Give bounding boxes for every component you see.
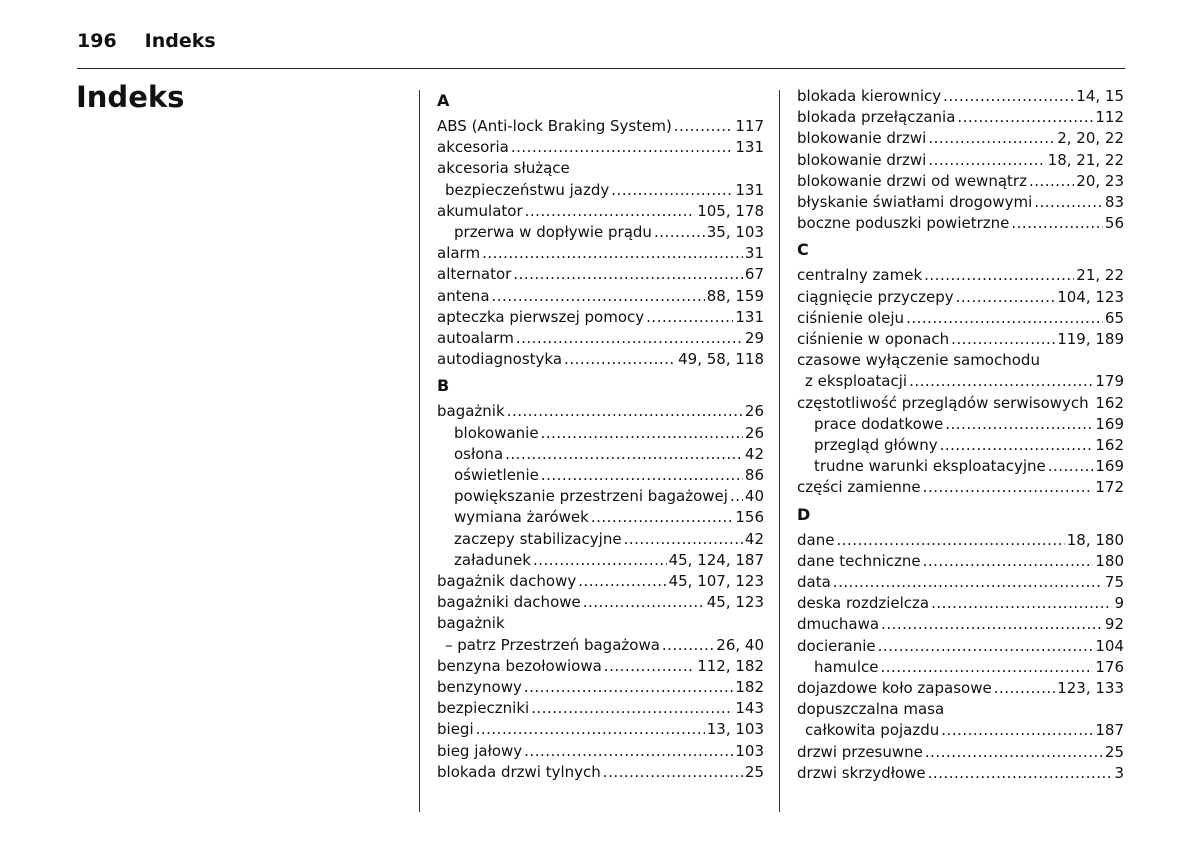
index-page-numbers: 112, 182 <box>697 656 764 675</box>
index-term: docieranie <box>797 636 876 655</box>
index-page-numbers: 40 <box>744 487 764 506</box>
index-term: blokowanie drzwi <box>797 150 927 169</box>
index-entry <box>437 222 764 243</box>
dot-leader <box>646 307 733 328</box>
index-entry <box>797 636 1124 657</box>
index-entry <box>437 529 764 550</box>
index-entry <box>797 435 1124 456</box>
index-term: załadunek <box>454 550 531 569</box>
index-entry <box>437 243 764 264</box>
dot-leader <box>928 150 1045 171</box>
index-term: ABS (Anti-lock Braking System) <box>437 117 672 135</box>
dot-leader <box>578 571 666 592</box>
index-page-numbers: 180 <box>1095 551 1124 570</box>
dot-leader <box>925 742 1103 763</box>
index-term: bagażnik dachowy <box>437 572 577 591</box>
index-page-numbers: 18, 180 <box>1066 530 1124 549</box>
running-header-title: Indeks <box>144 30 216 52</box>
index-entry <box>797 107 1124 128</box>
index-term: blokowanie <box>454 423 539 442</box>
index-page-numbers: 75 <box>1104 573 1124 592</box>
index-entry <box>437 571 764 592</box>
index-term: centralny zamek <box>797 266 923 285</box>
index-page-numbers: 179 <box>1095 372 1124 391</box>
index-term: boczne poduszki powietrzne <box>797 214 1010 233</box>
index-page-numbers: 25 <box>1104 742 1124 761</box>
page-number: 196 <box>77 30 117 52</box>
index-term: ciągnięcie przyczepy <box>797 287 954 306</box>
dot-leader <box>564 349 676 370</box>
index-entry <box>797 308 1124 329</box>
dot-leader <box>931 593 1112 614</box>
dot-leader <box>940 435 1094 456</box>
dot-leader <box>924 265 1074 286</box>
dot-leader <box>881 614 1103 635</box>
index-term: – patrz Przestrzeń bagażowa <box>445 635 660 654</box>
index-term: osłona <box>454 444 504 463</box>
index-page-numbers: 103 <box>735 741 764 760</box>
index-term: częstotliwość przeglądów serwisowych <box>797 393 1089 412</box>
index-term: akcesoria <box>437 138 509 157</box>
column-divider-right <box>779 90 780 812</box>
dot-leader <box>541 423 743 444</box>
index-entry <box>797 350 1124 371</box>
index-page-numbers: 123, 133 <box>1057 679 1124 698</box>
dot-leader <box>1011 213 1103 234</box>
index-entry <box>797 699 1124 720</box>
index-entry <box>797 593 1124 614</box>
index-entry <box>797 128 1124 149</box>
index-page-numbers: 86 <box>744 466 764 485</box>
index-entry <box>437 137 764 158</box>
index-term: blokada kierownicy <box>797 87 942 105</box>
index-page-numbers: 26 <box>744 402 764 421</box>
index-page-numbers: 169 <box>1095 457 1124 476</box>
index-entry <box>797 477 1124 498</box>
index-entry <box>797 614 1124 635</box>
running-header <box>77 30 216 52</box>
dot-leader <box>878 636 1094 657</box>
dot-leader <box>583 592 705 613</box>
index-page-numbers: 65 <box>1104 308 1124 327</box>
index-term: alarm <box>437 244 481 263</box>
dot-leader <box>507 401 743 422</box>
index-term: z eksploatacji <box>805 372 908 391</box>
index-term: wymiana żarówek <box>454 508 589 527</box>
index-term: biegi <box>437 720 474 739</box>
index-page-numbers: 92 <box>1104 615 1124 634</box>
index-page-numbers: 45, 107, 123 <box>668 572 764 591</box>
index-entry <box>437 349 764 370</box>
index-page-numbers: 26 <box>744 423 764 442</box>
dot-leader <box>1089 393 1096 414</box>
index-page-numbers: 119, 189 <box>1057 330 1124 349</box>
dot-leader <box>957 107 1093 128</box>
index-page-numbers: 45, 123 <box>706 593 764 612</box>
index-page-numbers: 20, 23 <box>1076 171 1124 190</box>
index-entry <box>437 592 764 613</box>
index-entry <box>437 286 764 307</box>
index-page-numbers: 14, 15 <box>1076 87 1124 105</box>
dot-leader <box>941 720 1093 741</box>
index-term: data <box>797 573 831 592</box>
dot-leader <box>505 444 743 465</box>
index-page-numbers: 105, 178 <box>697 201 764 220</box>
dot-leader <box>624 529 743 550</box>
index-term: bagażniki dachowe <box>437 593 581 612</box>
dot-leader <box>1048 456 1094 477</box>
index-page-numbers: 31 <box>744 244 764 263</box>
index-entry <box>797 329 1124 350</box>
dot-leader <box>654 222 705 243</box>
index-entry <box>437 116 764 137</box>
index-term: autoalarm <box>437 329 514 348</box>
index-page-numbers: 187 <box>1095 721 1124 740</box>
index-entry <box>797 192 1124 213</box>
index-entry <box>797 287 1124 308</box>
index-entry <box>437 698 764 719</box>
index-term: drzwi przesuwne <box>797 742 923 761</box>
index-term: apteczka pierwszej pomocy <box>437 307 645 326</box>
index-entry <box>797 657 1124 678</box>
index-term: powiększanie przestrzeni bagażowej <box>454 487 728 506</box>
dot-leader <box>730 486 743 507</box>
index-term: drzwi skrzydłowe <box>797 763 926 782</box>
dot-leader <box>928 763 1113 784</box>
index-entry <box>437 741 764 762</box>
index-entry <box>797 86 1124 107</box>
index-term: całkowita pojazdu <box>805 721 940 740</box>
index-term: bagażnik <box>437 402 505 421</box>
dot-leader <box>603 762 743 783</box>
index-letter-heading: D <box>797 504 811 524</box>
index-term: zaczepy stabilizacyjne <box>454 529 622 548</box>
index-term: ciśnienie oleju <box>797 308 905 327</box>
index-page-numbers: 156 <box>735 508 764 527</box>
index-entry <box>437 158 764 179</box>
index-page-numbers: 83 <box>1104 193 1124 212</box>
index-page-numbers: 143 <box>735 699 764 718</box>
index-page-numbers: 2, 20, 22 <box>1057 129 1124 148</box>
index-entry <box>437 635 764 656</box>
index-entry <box>797 213 1124 234</box>
dot-leader <box>880 657 1093 678</box>
dot-leader <box>604 656 695 677</box>
index-entry <box>437 201 764 222</box>
dot-leader <box>923 477 1094 498</box>
index-page-numbers: 112 <box>1095 108 1124 127</box>
index-term: dopuszczalna masa <box>797 700 945 719</box>
index-page-numbers: 56 <box>1104 214 1124 233</box>
index-page-numbers: 169 <box>1095 414 1124 433</box>
dot-leader <box>524 677 734 698</box>
dot-leader <box>492 286 705 307</box>
index-entry <box>437 401 764 422</box>
index-term: bagażnik <box>437 614 505 633</box>
dot-leader <box>541 465 743 486</box>
index-entry <box>437 486 764 507</box>
dot-leader <box>909 371 1093 392</box>
index-term: prace dodatkowe <box>814 414 944 433</box>
index-term: deska rozdzielcza <box>797 594 930 613</box>
index-entry <box>797 456 1124 477</box>
index-term: błyskanie światłami drogowymi <box>797 193 1033 212</box>
index-entry <box>437 180 764 201</box>
index-entry <box>797 720 1124 741</box>
index-term: blokada przełączania <box>797 108 956 127</box>
index-entry <box>437 550 764 571</box>
index-entry <box>437 656 764 677</box>
index-column-2 <box>797 86 1124 784</box>
index-entry <box>797 678 1124 699</box>
dot-leader <box>476 719 705 740</box>
index-page-numbers: 182 <box>735 678 764 697</box>
dot-leader <box>1029 171 1074 192</box>
index-page-numbers: 117 <box>735 117 764 135</box>
dot-leader <box>906 308 1103 329</box>
index-page-numbers: 42 <box>744 444 764 463</box>
index-term: dojazdowe koło zapasowe <box>797 679 992 698</box>
index-entry <box>797 150 1124 171</box>
index-term: ciśnienie w oponach <box>797 330 950 349</box>
index-term: przerwa w dopływie prądu <box>454 223 652 242</box>
index-term: benzyna bezołowiowa <box>437 656 602 675</box>
index-page-numbers: 67 <box>744 265 764 284</box>
index-page-numbers: 131 <box>735 138 764 157</box>
index-entry <box>437 328 764 349</box>
index-page-numbers: 49, 58, 118 <box>678 350 764 369</box>
index-page-numbers: 13, 103 <box>706 720 764 739</box>
dot-leader <box>833 572 1103 593</box>
dot-leader <box>611 180 733 201</box>
index-term: dmuchawa <box>797 615 880 634</box>
index-page-numbers: 26, 40 <box>716 635 764 654</box>
dot-leader <box>994 678 1056 699</box>
index-page-numbers: 29 <box>744 329 764 348</box>
index-letter-heading: B <box>437 376 450 396</box>
index-term: oświetlenie <box>454 466 539 485</box>
dot-leader <box>1034 192 1103 213</box>
column-divider-left <box>419 90 420 812</box>
index-letter-heading: A <box>437 91 450 110</box>
index-page-numbers: 88, 159 <box>706 286 764 305</box>
dot-leader <box>516 328 743 349</box>
index-page-numbers: 21, 22 <box>1076 266 1124 285</box>
dot-leader <box>945 414 1093 435</box>
index-term: blokada drzwi tylnych <box>437 762 601 781</box>
index-term: blokowanie drzwi <box>797 129 927 148</box>
dot-leader <box>923 551 1094 572</box>
index-term: alternator <box>437 265 512 284</box>
dot-leader <box>533 550 667 571</box>
index-page-numbers: 18, 21, 22 <box>1047 150 1124 169</box>
index-term: benzynowy <box>437 678 522 697</box>
index-entry <box>797 763 1124 784</box>
index-entry <box>797 530 1124 551</box>
index-page-numbers: 25 <box>744 762 764 781</box>
dot-leader <box>482 243 743 264</box>
index-entry <box>797 551 1124 572</box>
index-entry <box>797 393 1124 414</box>
index-page-numbers: 104, 123 <box>1057 287 1124 306</box>
index-entry <box>437 465 764 486</box>
index-term: przegląd główny <box>814 436 938 455</box>
dot-leader <box>951 329 1055 350</box>
index-page-numbers: 172 <box>1095 478 1124 497</box>
index-page-numbers: 3 <box>1114 763 1124 782</box>
index-term: dane <box>797 530 835 549</box>
index-page-numbers: 9 <box>1114 594 1124 613</box>
index-term: części zamienne <box>797 478 921 497</box>
index-term: hamulce <box>814 657 879 676</box>
dot-leader <box>836 530 1064 551</box>
index-entry <box>437 613 764 634</box>
index-term: dane techniczne <box>797 551 921 570</box>
index-column-1 <box>437 86 764 783</box>
index-entry <box>437 444 764 465</box>
index-page-numbers: 104 <box>1095 636 1124 655</box>
index-term: trudne warunki eksploatacyjne <box>814 457 1046 476</box>
index-entry <box>437 507 764 528</box>
dot-leader <box>674 116 734 137</box>
dot-leader <box>531 698 733 719</box>
index-term: czasowe wyłączenie samochodu <box>797 351 1040 370</box>
index-entry <box>797 742 1124 763</box>
index-page-numbers: 162 <box>1095 393 1124 412</box>
index-page-numbers: 131 <box>735 307 764 326</box>
index-entry <box>797 265 1124 286</box>
index-page-numbers: 162 <box>1095 436 1124 455</box>
index-page-numbers: 131 <box>735 180 764 199</box>
index-term: blokowanie drzwi od wewnątrz <box>797 171 1027 190</box>
dot-leader <box>662 635 714 656</box>
dot-leader <box>513 264 743 285</box>
dot-leader <box>943 86 1074 107</box>
index-term: akcesoria służące <box>437 159 570 178</box>
dot-leader <box>591 507 734 528</box>
dot-leader <box>956 287 1056 308</box>
index-entry <box>437 264 764 285</box>
index-page-numbers: 176 <box>1095 657 1124 676</box>
index-letter-heading: C <box>797 240 809 260</box>
index-entry <box>437 423 764 444</box>
index-page-numbers: 35, 103 <box>706 223 764 242</box>
index-page-numbers: 45, 124, 187 <box>668 550 764 569</box>
dot-leader <box>928 128 1055 149</box>
dot-leader <box>524 741 733 762</box>
dot-leader <box>511 137 733 158</box>
index-term: antena <box>437 286 490 305</box>
page-title: Indeks <box>76 80 185 114</box>
index-entry <box>797 572 1124 593</box>
index-entry <box>797 371 1124 392</box>
dot-leader <box>525 201 696 222</box>
index-entry <box>437 719 764 740</box>
index-term: bezpieczniki <box>437 699 530 718</box>
index-term: akumulator <box>437 201 523 220</box>
index-term: bezpieczeństwu jazdy <box>445 180 610 199</box>
index-page-numbers: 42 <box>744 529 764 548</box>
index-entry <box>437 762 764 783</box>
header-rule <box>77 68 1125 69</box>
index-entry <box>437 677 764 698</box>
index-entry <box>437 307 764 328</box>
index-term: autodiagnostyka <box>437 350 563 369</box>
index-entry <box>797 414 1124 435</box>
index-entry <box>797 171 1124 192</box>
index-term: bieg jałowy <box>437 741 523 760</box>
